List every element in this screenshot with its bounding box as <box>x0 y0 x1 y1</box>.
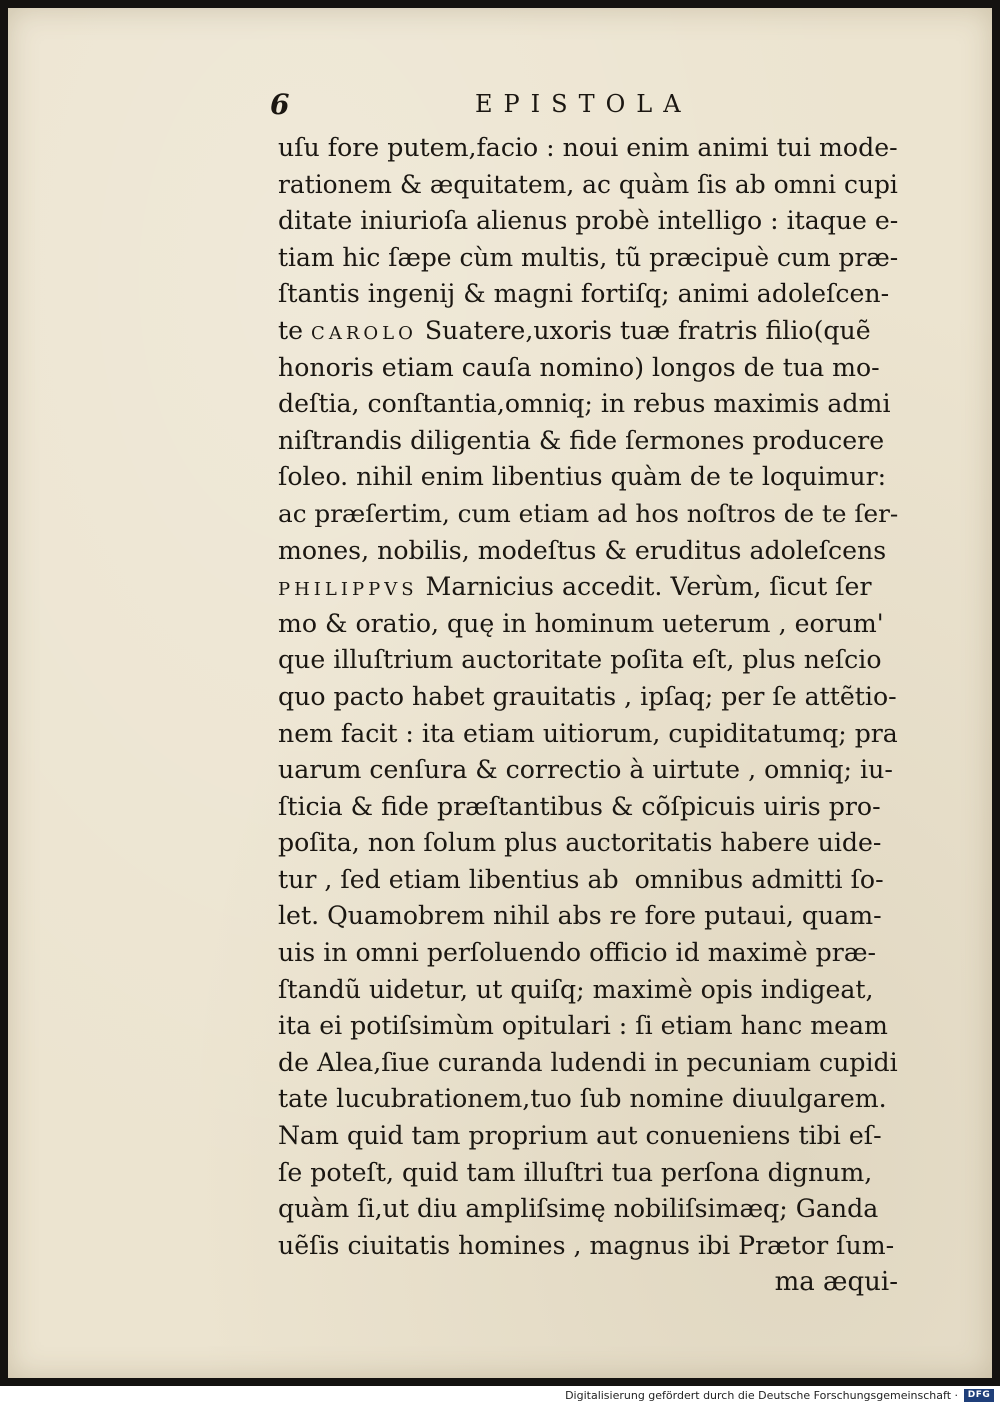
text-segment: ita ei potiſsimùm opitulari : ſi etiam hanc meam <box>278 1011 888 1041</box>
text-line <box>278 1081 918 1118</box>
text-line <box>278 533 918 570</box>
text-segment: mones, nobilis, modeſtus & eruditus adoleſcens <box>278 535 887 565</box>
text-segment: niſtrandis diligentia & fide ſermones producere <box>278 425 885 455</box>
text-segment: tate lucubrationem,tuo ſub nomine diuulgarem. <box>278 1084 887 1114</box>
text-segment: nem facit : ita etiam uitiorum, cupiditatumq; pra <box>278 718 898 748</box>
text-line <box>278 862 918 899</box>
footer-strip <box>0 1386 1000 1406</box>
text-line <box>278 313 918 350</box>
text-line <box>278 1045 918 1082</box>
book-page <box>8 8 992 1378</box>
text-segment: ſticia & fide præſtantibus & cõſpicuis uiris pro- <box>278 791 881 821</box>
text-segment: quàm ſi,ut diu ampliſsimę nobiliſsimæq; Ganda <box>278 1194 879 1224</box>
body-text <box>278 130 918 1301</box>
catchword: ma æqui- <box>774 1267 898 1298</box>
text-segment: te <box>278 315 312 345</box>
text-segment: que illuſtrium auctoritate poſita eſt, plus neſcio <box>278 645 882 675</box>
text-line <box>278 240 918 277</box>
funding-credit: Digitalisierung gefördert durch die Deutsche Forschungsgemeinschaft · <box>565 1389 958 1402</box>
text-line <box>278 1118 918 1155</box>
text-segment: uẽſis ciuitatis homines , magnus ibi Prætor ſum- <box>278 1230 895 1260</box>
text-line <box>278 1155 918 1192</box>
text-segment: ſtandũ uidetur, ut quiſq; maximè opis indigeat, <box>278 974 874 1004</box>
text-segment: ſtantis ingenij & magni fortiſq; animi adoleſcen- <box>278 279 890 309</box>
dfg-logo: DFG <box>964 1389 994 1402</box>
text-segment: Nam quid tam proprium aut conueniens tibi eſ- <box>278 1121 882 1151</box>
text-segment: Marnicius accedit. Verùm, ſicut ſer <box>417 572 872 602</box>
text-line <box>278 716 918 753</box>
text-segment: Suatere,uxoris tuæ fratris filio(quẽ <box>416 315 871 345</box>
text-line <box>278 167 918 204</box>
text-line <box>278 276 918 313</box>
text-segment: ſe poteſt, quid tam illuſtri tua perſona dignum, <box>278 1157 873 1187</box>
text-line <box>278 642 918 679</box>
text-segment: ac præſertim, cum etiam ad hos noſtros de te ſer- <box>278 498 899 528</box>
text-segment: tur , ſed etiam libentius ab omnibus admitti ſo- <box>278 864 884 894</box>
page-number: 6 <box>270 88 290 121</box>
text-line <box>278 752 918 789</box>
text-line <box>278 1008 918 1045</box>
text-segment: mo & oratio, quę in hominum ueterum , eorum' <box>278 608 884 638</box>
text-segment: honoris etiam cauſa nomino) longos de tua mo- <box>278 352 880 382</box>
text-segment: deſtia, conſtantia,omniq; in rebus maximis admi <box>278 389 891 419</box>
text-line <box>278 972 918 1009</box>
text-segment: let. Quamobrem nihil abs re fore putaui, quam- <box>278 901 882 931</box>
text-segment: rationem & æquitatem, ac quàm ſis ab omni cupi <box>278 169 898 199</box>
proper-name: PHILIPPVS <box>278 579 418 601</box>
proper-name: CAROLO <box>311 322 417 344</box>
text-segment: uarum cenſura & correctio à uirtute , omniq; iu- <box>278 755 893 785</box>
text-line <box>278 386 918 423</box>
text-line <box>278 898 918 935</box>
text-line <box>278 1228 918 1265</box>
page-header <box>270 88 910 128</box>
text-line <box>278 935 918 972</box>
text-line <box>278 130 918 167</box>
text-line <box>278 423 918 460</box>
text-line <box>278 825 918 862</box>
text-segment: uſu fore putem,facio : noui enim animi tui mode- <box>278 133 898 162</box>
text-segment: quo pacto habet grauitatis , ipſaq; per ſe attẽtio- <box>278 681 897 711</box>
text-line <box>278 606 918 643</box>
catchword-line <box>278 1264 918 1301</box>
text-line <box>278 496 918 533</box>
running-title: EPISTOLA <box>475 90 692 118</box>
text-segment: ſoleo. nihil enim libentius quàm de te loquimur: <box>278 462 887 492</box>
text-segment: uis in omni perſoluendo officio id maximè præ- <box>278 938 877 968</box>
text-line <box>278 1191 918 1228</box>
text-line <box>278 789 918 826</box>
text-segment: poſita, non ſolum plus auctoritatis habere uide- <box>278 828 882 858</box>
text-line <box>278 203 918 240</box>
text-segment: tiam hic ſæpe cùm multis, tũ præcipuè cum præ- <box>278 242 899 272</box>
text-segment: ditate iniurioſa alienus probè intelligo : itaque e- <box>278 206 899 236</box>
text-line <box>278 679 918 716</box>
text-line <box>278 459 918 496</box>
text-line <box>278 350 918 387</box>
text-segment: de Alea,ſiue curanda ludendi in pecuniam cupidi <box>278 1047 898 1077</box>
text-line <box>278 569 918 606</box>
